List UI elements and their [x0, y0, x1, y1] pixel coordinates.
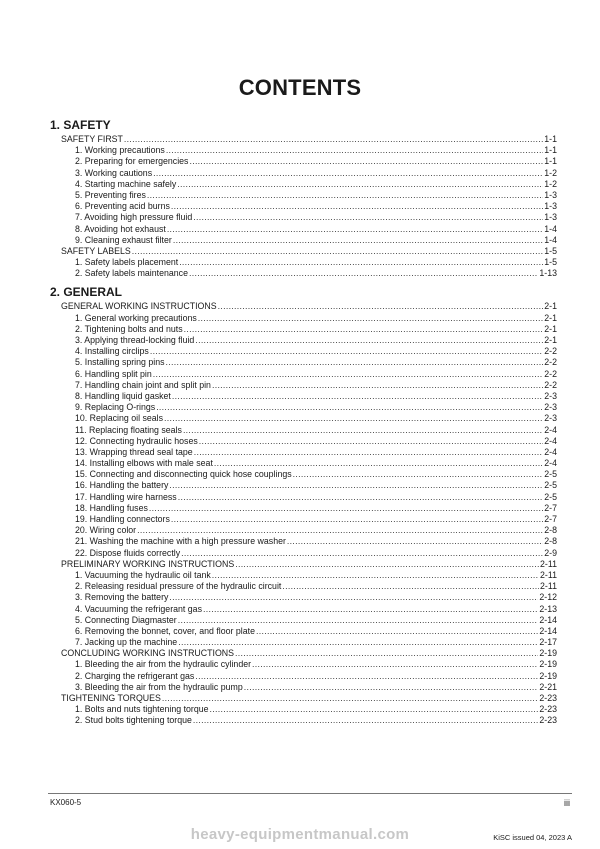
toc-entry[interactable] — [50, 626, 557, 637]
toc-entry[interactable] — [50, 402, 557, 413]
dot-leader — [153, 168, 543, 179]
page-title: CONTENTS — [238, 75, 362, 100]
toc-entry-label: 3. Removing the battery — [75, 592, 169, 603]
toc-entry[interactable] — [50, 581, 557, 592]
toc-entry[interactable] — [50, 447, 557, 458]
dot-leader — [173, 235, 543, 246]
dot-leader — [193, 715, 539, 726]
toc-entry-page: 2-21 — [539, 681, 557, 692]
dot-leader — [199, 436, 544, 447]
toc-entry-page: 1-1 — [544, 134, 557, 144]
toc-entry[interactable] — [50, 324, 557, 335]
toc-entry-label: 5. Installing spring pins — [75, 357, 165, 368]
dot-leader — [153, 369, 544, 380]
toc-entry-page: 2-2 — [544, 346, 557, 357]
toc-entry-page: 2-3 — [544, 413, 557, 424]
toc-entry-page: 2-1 — [544, 312, 557, 323]
toc-entry-label: 9. Replacing O-rings — [75, 402, 156, 413]
dot-leader — [235, 648, 538, 659]
toc-entry-label: 6. Handling split pin — [75, 368, 152, 379]
toc-entry-page: 2-9 — [544, 547, 557, 558]
page-number: iii — [564, 798, 570, 808]
toc-entry-page: 1-1 — [544, 156, 557, 167]
dot-leader — [282, 581, 539, 592]
toc-entry-label: 10. Replacing oil seals — [75, 413, 164, 424]
toc-entry-page: 2-14 — [539, 625, 557, 636]
toc-entry-label: 4. Starting machine safely — [75, 178, 177, 189]
toc-group-entry[interactable] — [50, 559, 557, 570]
dot-leader — [214, 458, 543, 469]
toc-entry[interactable] — [50, 179, 557, 190]
toc-entry[interactable] — [50, 369, 557, 380]
dot-leader — [137, 525, 543, 536]
toc-entry-page: 1-4 — [544, 223, 557, 234]
toc-entry-page: 2-19 — [539, 670, 557, 681]
toc-entry-label: 20. Wiring color — [75, 525, 137, 536]
toc-entry[interactable] — [50, 224, 557, 235]
toc-entry-page: 2-23 — [539, 715, 557, 726]
toc-entry-label: 7. Handling chain joint and split pin — [75, 379, 211, 390]
toc-entry[interactable] — [50, 704, 557, 715]
dot-leader — [193, 212, 543, 223]
toc-entry-label: 6. Removing the bonnet, cover, and floor plate — [75, 625, 255, 636]
toc-entry-page: 2-4 — [544, 435, 557, 446]
toc-entry-page: 2-4 — [544, 446, 557, 457]
dot-leader — [171, 514, 543, 525]
toc-entry-label: 16. Handling the battery — [75, 480, 169, 491]
toc-entry[interactable] — [50, 268, 557, 279]
toc-entry-label: 14. Installing elbows with male seat — [75, 458, 213, 469]
toc-entry[interactable] — [50, 257, 557, 268]
toc-entry-page: 1-5 — [544, 257, 557, 268]
toc-entry-label: 1. Bleeding the air from the hydraulic cylinder — [75, 659, 252, 670]
toc-entry-page: 2-23 — [539, 693, 557, 703]
toc-entry-label: 7. Avoiding high pressure fluid — [75, 212, 193, 223]
dot-leader — [169, 480, 543, 491]
toc-entry[interactable] — [50, 592, 557, 603]
toc-entry[interactable] — [50, 168, 557, 179]
dot-leader — [212, 380, 543, 391]
toc-entry[interactable] — [50, 604, 557, 615]
toc-entry-page: 1-5 — [544, 245, 557, 256]
toc-entry-label: GENERAL WORKING INSTRUCTIONS — [61, 301, 217, 312]
toc-entry-page: 2-4 — [544, 458, 557, 469]
toc-entry[interactable] — [50, 570, 557, 581]
document-id: KX060-5 — [50, 798, 82, 807]
dot-leader — [171, 201, 543, 212]
toc-group-entry[interactable] — [50, 648, 557, 659]
toc-entry-page: 1-2 — [544, 178, 557, 189]
toc-entry-page: 2-1 — [544, 323, 557, 334]
toc-entry-label: SAFETY FIRST — [61, 134, 123, 144]
toc-entry-label: 6. Preventing acid burns — [75, 201, 170, 212]
toc-entry-page: 2-12 — [539, 592, 557, 603]
dot-leader — [194, 447, 544, 458]
toc-entry[interactable] — [50, 682, 557, 693]
toc-entry[interactable] — [50, 391, 557, 402]
dot-leader — [195, 671, 538, 682]
toc-entry-label: 1. Safety labels placement — [75, 257, 179, 268]
dot-leader — [293, 469, 544, 480]
dot-leader — [132, 246, 544, 257]
dot-leader — [183, 425, 543, 436]
toc-entry-label: CONCLUDING WORKING INSTRUCTIONS — [61, 648, 235, 659]
toc-entry-page: 2-11 — [540, 569, 557, 580]
toc-group-entry[interactable] — [50, 246, 557, 257]
toc-entry-page: 2-2 — [544, 368, 557, 379]
toc-entry[interactable] — [50, 235, 557, 246]
dot-leader — [198, 313, 544, 324]
toc-entry[interactable] — [50, 514, 557, 525]
toc-entry-page: 2-7 — [544, 514, 557, 524]
toc-entry-label: TIGHTENING TORQUES — [61, 693, 161, 703]
toc-entry-page: 2-19 — [539, 648, 557, 659]
dot-leader — [147, 190, 543, 201]
toc-entry-page: 2-4 — [544, 424, 557, 435]
dot-leader — [203, 604, 538, 615]
toc-group-entry[interactable] — [50, 301, 557, 312]
toc-entry-label: 4. Installing circlips — [75, 346, 149, 357]
toc-entry[interactable] — [50, 480, 557, 491]
toc-entry-label: 18. Handling fuses — [75, 502, 148, 513]
toc-entry-page: 2-8 — [544, 525, 557, 536]
dot-leader — [189, 268, 538, 279]
toc-entry-label: 22. Dispose fluids correctly — [75, 547, 181, 558]
toc-entry-label: 2. Releasing residual pressure of the hydraulic circuit — [75, 581, 282, 592]
toc-entry-label: 11. Replacing floating seals — [75, 424, 182, 435]
toc-entry[interactable] — [50, 659, 557, 670]
dot-leader — [178, 637, 538, 648]
toc-entry[interactable] — [50, 145, 557, 156]
dot-leader — [166, 145, 543, 156]
toc-entry[interactable] — [50, 525, 557, 536]
toc-entry[interactable] — [50, 615, 557, 626]
toc-entry[interactable] — [50, 156, 557, 167]
toc-entry[interactable] — [50, 212, 557, 223]
table-of-contents — [50, 116, 557, 727]
toc-entry-page: 2-5 — [544, 469, 557, 480]
dot-leader — [195, 335, 543, 346]
toc-entry-label: 4. Vacuuming the refrigerant gas — [75, 603, 202, 614]
watermark-text: heavy-equipmentmanual.com — [190, 826, 410, 843]
toc-entry-page: 2-1 — [544, 301, 557, 312]
toc-entry-label: 8. Avoiding hot exhaust — [75, 223, 166, 234]
toc-entry-page: 2-19 — [539, 659, 557, 670]
toc-entry-page: 1-3 — [544, 201, 557, 212]
toc-group-entry[interactable] — [50, 693, 557, 704]
toc-entry-page: 2-11 — [540, 558, 557, 569]
dot-leader — [149, 503, 543, 514]
dot-leader — [244, 682, 539, 693]
toc-entry-page: 2-5 — [544, 491, 557, 502]
toc-entry[interactable] — [50, 190, 557, 201]
section-heading: 2. GENERAL — [50, 285, 123, 300]
toc-entry-page: 2-7 — [544, 502, 557, 513]
toc-entry-page: 2-2 — [544, 379, 557, 390]
dot-leader — [184, 324, 544, 335]
toc-entry[interactable] — [50, 715, 557, 726]
toc-entry-label: 1. Working precautions — [75, 145, 165, 156]
toc-entry-label: 3. Bleeding the air from the hydraulic pump — [75, 681, 243, 692]
toc-entry-page: 1-3 — [544, 212, 557, 223]
toc-entry[interactable] — [50, 503, 557, 514]
toc-entry[interactable] — [50, 335, 557, 346]
dot-leader — [150, 346, 543, 357]
toc-entry[interactable] — [50, 425, 557, 436]
toc-entry-label: 1. Bolts and nuts tightening torque — [75, 704, 209, 715]
dot-leader — [166, 357, 544, 368]
toc-entry-page: 2-1 — [544, 335, 557, 345]
dot-leader — [178, 615, 539, 626]
toc-entry-page: 2-3 — [544, 402, 557, 413]
dot-leader — [210, 704, 539, 715]
dot-leader — [181, 548, 543, 559]
toc-entry-label: 2. Stud bolts tightening torque — [75, 715, 192, 726]
toc-entry-page: 1-1 — [544, 145, 557, 156]
toc-entry-page: 2-23 — [539, 704, 557, 715]
dot-leader — [218, 301, 544, 312]
toc-entry-page: 1-3 — [544, 189, 557, 200]
dot-leader — [167, 224, 543, 235]
toc-entry-label: SAFETY LABELS — [61, 245, 131, 256]
section-heading: 1. SAFETY — [50, 118, 111, 132]
toc-entry-label: 2. Charging the refrigerant gas — [75, 670, 195, 681]
dot-leader — [177, 179, 543, 190]
toc-entry-page: 2-17 — [539, 637, 557, 648]
toc-entry-page: 1-13 — [539, 268, 557, 279]
toc-entry-label: 15. Connecting and disconnecting quick hose couplings — [75, 469, 292, 480]
toc-entry[interactable] — [50, 436, 557, 447]
dot-leader — [189, 156, 543, 167]
toc-entry-label: 7. Jacking up the machine — [75, 637, 178, 648]
toc-entry-page: 1-4 — [544, 234, 557, 245]
toc-entry-label: 2. Preparing for emergencies — [75, 156, 189, 167]
toc-entry-page: 2-2 — [544, 357, 557, 368]
dot-leader — [156, 402, 543, 413]
toc-entry-label: 1. General working precautions — [75, 312, 197, 323]
toc-entry-label: 21. Washing the machine with a high pressure washer — [75, 536, 286, 547]
dot-leader — [178, 492, 544, 503]
toc-entry-label: 12. Connecting hydraulic hoses — [75, 435, 198, 446]
toc-entry-page: 2-5 — [544, 480, 557, 491]
toc-entry-page: 2-8 — [544, 536, 557, 547]
toc-entry[interactable] — [50, 469, 557, 480]
toc-entry[interactable] — [50, 346, 557, 357]
toc-entry[interactable] — [50, 201, 557, 212]
toc-entry-page: 2-13 — [539, 603, 557, 614]
toc-entry-label: 3. Applying thread-locking fluid — [75, 335, 195, 345]
toc-entry-label: 17. Handling wire harness — [75, 491, 177, 502]
toc-entry-label: 5. Connecting Diagmaster — [75, 614, 177, 625]
toc-entry-label: 13. Wrapping thread seal tape — [75, 446, 193, 457]
toc-entry[interactable] — [50, 413, 557, 424]
dot-leader — [162, 693, 539, 704]
dot-leader — [179, 257, 543, 268]
dot-leader — [256, 626, 538, 637]
dot-leader — [169, 592, 538, 603]
toc-entry-label: PRELIMINARY WORKING INSTRUCTIONS — [61, 558, 235, 569]
toc-entry-label: 2. Safety labels maintenance — [75, 268, 188, 279]
toc-entry[interactable] — [50, 637, 557, 648]
toc-entry-label: 9. Cleaning exhaust filter — [75, 234, 172, 245]
toc-entry-label: 5. Preventing fires — [75, 189, 146, 200]
dot-leader — [252, 659, 538, 670]
toc-entry-page: 2-11 — [540, 581, 557, 592]
toc-entry-page: 2-3 — [544, 390, 557, 401]
toc-entry-label: 2. Tightening bolts and nuts — [75, 323, 183, 334]
toc-entry[interactable] — [50, 458, 557, 469]
toc-entry[interactable] — [50, 313, 557, 324]
dot-leader — [164, 413, 543, 424]
dot-leader — [124, 134, 543, 145]
toc-entry[interactable] — [50, 548, 557, 559]
toc-entry-label: 3. Working cautions — [75, 167, 153, 178]
footer-divider — [48, 793, 572, 794]
toc-entry-label: 19. Handling connectors — [75, 514, 170, 524]
issue-date: KiSC issued 04, 2023 A — [493, 833, 572, 842]
toc-entry[interactable] — [50, 357, 557, 368]
toc-entry[interactable] — [50, 492, 557, 503]
toc-entry-label: 8. Handling liquid gasket — [75, 390, 171, 401]
toc-entry-page: 1-2 — [544, 167, 557, 178]
toc-entry-label: 1. Vacuuming the hydraulic oil tank — [75, 569, 211, 580]
toc-entry[interactable] — [50, 536, 557, 547]
toc-entry[interactable] — [50, 380, 557, 391]
toc-entry[interactable] — [50, 671, 557, 682]
toc-group-entry[interactable] — [50, 134, 557, 145]
dot-leader — [172, 391, 543, 402]
dot-leader — [287, 536, 543, 547]
dot-leader — [235, 559, 539, 570]
dot-leader — [212, 570, 539, 581]
toc-entry-page: 2-14 — [539, 614, 557, 625]
